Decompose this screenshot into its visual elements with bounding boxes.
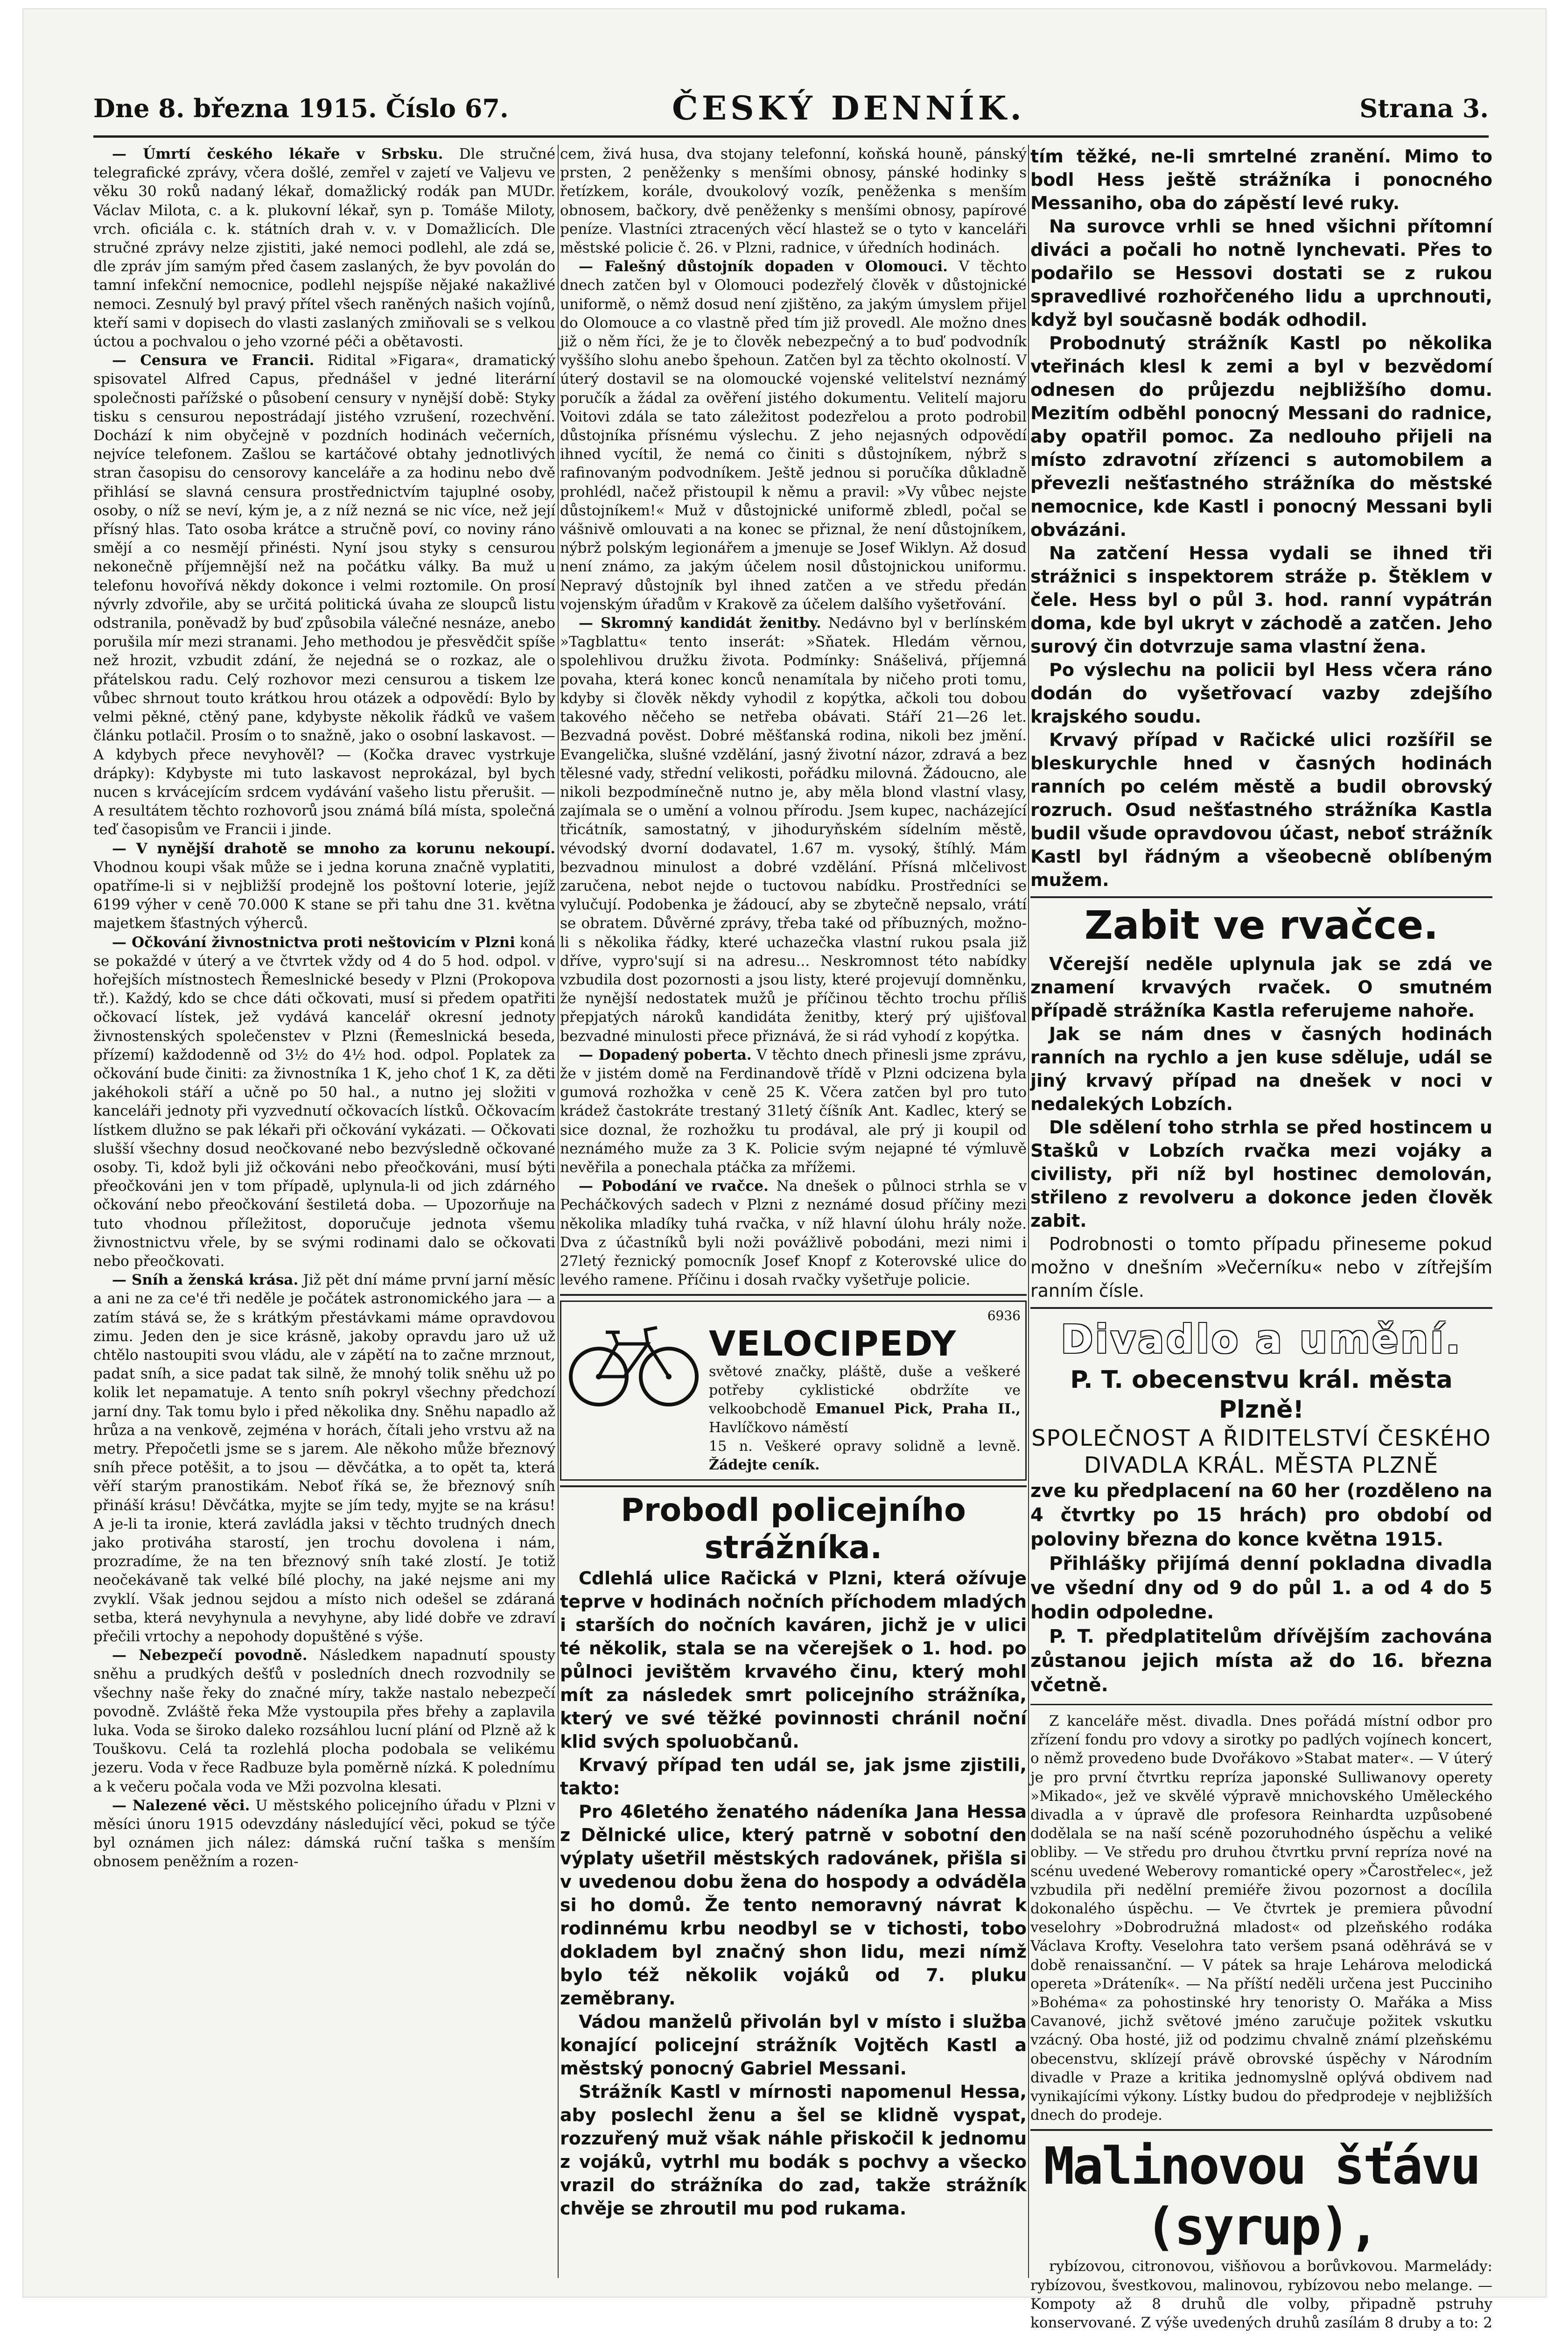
article-paragraph: — Nalezené věci. U městského policejního úřadu v Plzni v měsíci únoru 1915 odevzdány následující věci, pokud se týče byl oznámen jich nález: dámská ruční taška s menším obnosem peněžním a rozen- bbox=[93, 1797, 555, 1870]
article-paragraph: — Očkování živnostnictva proti neštovicím v Plzni koná se pokaždé v úterý a ve čtvrtek vždy od 4 do 5 hod. odpol. v hořejších místnostech Řemeslnické besedy v Plzni (Prokopova tř.). Každý, kdo se chce dáti očkovati, musí si předem opatřiti očkovací lístek, jež vydává kancelář okresní jednoty živnostenských společenstev v Plzni (Řemeslnická beseda, přízemí) každodenně od 3½ do 4½ hod. odpol. Poplatek za očkování bude činiti: za živnostníka 1 K, jeho choť 1 K, za děti jakéhokoli stáří a učně po 50 hal., a nutno jej složiti v kanceláři jednoty při vyzvednutí očkovacích lístků. Očkovacím lístkem dlužno se pak lékaři při očkování vykázati. — Očkovati slušší všechny dosud neočkované nebo bezvýsledně očkované osoby. Ti, kdož byli již očkováni nebo přeočkováni, musí býti přeočkováni jen v tom případě, uplynula-li od jich zdárného očkování nebo přeočkování šestiletá doba. — Upozorňuje na tuto vhodnou příležitost, doporučuje jednota všemu živnostnictvu vřele, by se svými rodinami dalo se očkovati nebo přeočkovati. bbox=[93, 934, 555, 1270]
article-paragraph: — Falešný důstojník dopaden v Olomouci. V těchto dnech zatčen byl v Olomouci podezřelý člověk v důstojnické uniformě, o němž dosud není zjištěno, za jakým úmyslem přijel do Olomouce a co vlastně před tím již provedl. Ale možno dnes již o něm říci, že je to člověk nebezpečný a to buď podvodník vyššího slohu anebo špehoun. Zatčen byl za těchto okolností. V úterý dostavil se na olomoucké vojenské velitelství neznámý poručík a žádal za ověření jistého dokumentu. Velitelí majoru Voitovi zdála se tato záležitost podezřelou a proto podrobil důstojníka přísnému výslechu. Z jeho nejasných odpovědí ihned vycítil, že nemá co činiti s důstojníkem, nýbrž s rafinovaným podvodníkem. Ještě jednou si poručíka důkladně prohlédl, načež přistoupil k němu a pravil: »Vy vůbec nejste důstojníkem!« Muž v důstojnické uniformě zbledl, počal se vášnivě omlouvati a na konec se přiznal, že není důstojníkem, nýbrž polským legionářem a jmenuje se Josef Wiklyn. Až dosud není známo, za jakým účelem nosil důstojnickou uniformu. Nepravý důstojník byl ihned zatčen a ve středu předán vojenským úřadům v Krakově za účelem dalšího vyšetřování. bbox=[560, 258, 1027, 613]
section-rule bbox=[560, 1485, 1027, 1487]
newspaper-title: ČESKÝ DENNÍK. bbox=[672, 89, 1025, 127]
bicycle-icon bbox=[566, 1307, 701, 1414]
section-title: Divadlo a umění. bbox=[1060, 1316, 1463, 1362]
article-paragraph: — V nynější drahotě se mnoho za korunu nekoupí. Vhodnou koupi však může se i jedna koruna značně vyplatiti, opatříme-li si v nejbližší prodejně los poštovní loterie, jejíž 6199 výher v ceně 70.000 K stane se při tahu dne 31. května majetkem šťastných výherců. bbox=[93, 840, 555, 932]
ad-number: 6936 bbox=[987, 1308, 1021, 1324]
syrup-ad-title: Malinovou šťávu (syrup), bbox=[1043, 2136, 1479, 2257]
newspaper-page bbox=[22, 8, 1547, 2332]
date-issue: Dne 8. března 1915. Číslo 67. bbox=[93, 93, 509, 123]
article-body: Včerejší neděle uplynula jak se zdá ve znamení krvavých rvaček. O smutném případě strážníka Kastla referujeme nahoře. Jak se nám dnes v časných hodinách ranních na rychlo a jen kuse sděluje, udál se jiný krvavý případ na dnešek v noci v nedalekých Lobzích. Dle sdělení toho strhla se před hostincem u Stašků v Lobzích rvačka mezi vojáky a civilisty, při níž byl hostinec demolován, střileno z revolveru a dokonce jeden člověk zabit. Podrobnosti o tomto případu přineseme pokud možno v dnešním »Večerníku« nebo v zítřejším ranním čísle. bbox=[1030, 954, 1492, 1301]
article-headline: Zabit ve rvačce. bbox=[1084, 902, 1439, 948]
theater-notice: P. T. obecenstvu král. města Plzně! bbox=[1070, 1366, 1453, 1424]
column-divider bbox=[1028, 145, 1029, 2278]
syrup-ad-text: rybízovou, citronovou, višňovou a borůvkovou. Marmelády: rybízovou, švestkovou, malinovou, rybízovou nebo melange. — Kompoty až 8 druhů dle volby, připadně pstruhy konservované. Z výše uvedených druhů zasílám 8 druby a to: 2 bbox=[1030, 2258, 1492, 2332]
theater-body: zve ku předplacení na 60 her (rozděleno na 4 čtvrtky po 15 hrách) pro období od poloviny března do konce května 1915. Přihlášky přijímá denní pokladna divadla ve všední dny od 9 do půl 1. a od 4 do 5 hodin odpoledne. P. T. předplatitelům dřívějším zachována zůstanou jejich místa až do 16. března včetně. bbox=[1030, 1480, 1492, 1696]
section-rule bbox=[1030, 896, 1492, 898]
article-body: Cdlehlá ulice Račická v Plzni, která ožívuje teprve v hodinách nočních příchodem mladých i starších do nočních kaváren, jichž je v ulici té několik, stala se na včerejšek o 1. hod. po půlnoci jevištěm krvavého činu, který mohl mít za následek smrt policejního strážníka, který ve své těžké povinnosti chránil noční klid svých spoluobčanů. Krvavý případ ten udál se, jak jsme zjistili, takto: Pro 46letého ženatého nádeníka Jana Hessa z Dělnické ulice, který patrně v sobotní den výplaty ušetřil městských radovánek, přišla si v uvedenou dobu žena do hospody a odváděla si ho domů. Že tento nemoravný návrat k rodinnému krbu neodbyl se v tichosti, tobo dokladem byl značný shon lidu, mezi nímž bylo též několik vojáků od 7. pluku zeměbrany. Vádou manželů přivolán byl v místo i služba konající policejní strážník Vojtěch Kastl a městský ponocný Gabriel Messani. Strážník Kastl v mírnosti napomenul Hessa, aby poslechl ženu a šel se klidně vyspat, rozzuřený muž však náhle přiskočil k jednomu z vojáků, vytrhl mu bodák s pochvy a všecko vrazil do strážníka do zad, takže strážník chvěje se zhroutil mu pod rukama. bbox=[560, 1568, 1027, 2219]
article-paragraph: — Nebezpečí povodně. Následkem napadnutí spousty sněhu a prudkých dešťů v posledních dnech rozvodnily se všechny naše řeky do značné míry, takže nastalo nebezpečí povodně. Zvláště řeka Mže vystoupila přes břehy a zaplavila luka. Voda se široko daleko rozsáhlou lucní plání od Plzně až k Touškovu. Celá ta rozlehlá plocha podobala se velikému jezeru. Voda v řece Radbuze byla poměrně nízká. K polednímu a k večeru počala voda ve Mži pozvolna klesati. bbox=[93, 1647, 555, 1795]
article-paragraph: — Dopadený poberta. V těchto dnech přinesli jsme zprávu, že v jistém domě na Ferdinandově třídě v Plzni odcizena byla gumová rozhožka v ceně 25 K. Včera zatčen byl pro tuto krádež častokráte trestaný 31letý číšník Ant. Kadlec, který se sice doznal, že rozhožku tu prodával, ale prý ji koupil od neznámého muže za 3 K. Policie svým nejapné té výmluvě nevěřila a ponechala ptáčka za mřížemi. bbox=[560, 1046, 1027, 1176]
section-rule bbox=[1030, 1704, 1492, 1705]
ad-title: VELOCIPEDY bbox=[709, 1324, 957, 1364]
section-rule bbox=[560, 1294, 1027, 1296]
column-divider bbox=[558, 145, 559, 2278]
section-rule bbox=[1030, 1307, 1492, 1309]
section-rule bbox=[1030, 2129, 1492, 2131]
theater-news: Z kanceláře měst. divadla. Dnes pořádá místní odbor pro zřízení fondu pro vdovy a sirotky po padlých vojínech koncert, o němž provedeno bude Dvořákovo »Stabat mater«. — V úterý je pro první čtvrtku repríza japonské Sulliwanovy operety »Mikado«, jež ve skvělé výpravě mnichovského Uměleckého divadla a v úpravě dle profesora Reinhardta uzpůsobené dodělala se na naší scéně pozoruhodného úspěchu a veliké obliby. — Ve středu pro druhou čtvrtku první repríza nové na scénu uvedené Weberovy romantické opery »Čarostřelec«, jež vzbudila při nedělní premiéře živou pozornost a docílila dokonalého úspěchu. — Ve čtvrtek je premiera původní veselohry »Dobrodružná mladost« od plzeňského rodáka Václava Krofty. Veselohra tato veršem psaná oděhrává se v době renaissanční. — V pátek sa hraje Lehárova melodická opereta »Dráteník«. — Na příští neděli určena jest Pucciniho »Bohéma« za pohostinské hry tenoristy O. Mařáka a Miss Cavanové, jichž světové jméno zaručuje požitek vskutku vzácný. Oba hosté, již od podzimu chvalně známí plzeňskému obecenstvu, sklízejí právě obrovské úspěchy v Národním divadle v Praze a kritika jednomyslně oplývá obdivem nad vynikajícími výkony. Lístky budou do předprodeje v nejbližších dnech do prodeje. bbox=[1030, 1713, 1492, 2124]
article-paragraph: — Sníh a ženská krása. Již pět dní máme první jarní měsíc a ani ne za ce'é tři neděle je počátek astronomického jara — a zatím stává se, že s krátkým přestávkami máme opravdovou zimu. Jeden den je sice krásně, jakoby opravdu jaro už už chtělo nastoupiti svou vládu, ale v zápětí na to začne mrznout, padat sníh, a sice padat tak silně, že mnohý tolik sněhu už po kolik let nepamatuje. A tento sníh pokryl všechny předchozí jarní dny. Tak tomu bylo i před několika dny. Sněhu napadlo až hrůza a na venkově, zejména v horách, čítali jeho vrstvu až na metry. Přepočetli jsme se s jarem. Ale někoho může březnový sníh přece potěšit, a to jsou — děvčátka, a to opět ta, která věří starým pranostikám. Neboť říká se, že březnový sníh přináší krásu! Děvčátka, myjte se jím tedy, myjte se na krásu! A je-li ta ironie, která zavládla jaksi v těchto trudných dnech jako protiváha starostí, jen trochu dovolena i nám, prozradíme, že na ten březnový sníh také zlostí. Je totiž neočekávaně tak velké bílé plochy, na jaké nejsme ani my zvyklí. Však jednou sejdou a místo nich odešel se zdáraná setba, která nevyhynula a nevyhyne, aby lidé dobře ve zdraví přečili vrtochy a nepohody dopuštěné s výše. bbox=[93, 1272, 555, 1645]
theater-company: SPOLEČNOST A ŘIDITELSTVÍ ČESKÉHO DIVADLA KRÁL. MĚSTA PLZNĚ bbox=[1031, 1425, 1491, 1478]
article-paragraph: — Skromný kandidát ženitby. Nedávno byl v berlínském »Tagblattu« tento inserát: »Sňatek. Hledám věrnou, spolehlivou družku života. Podmínky: Snášelivá, příjemná povaha, která konec konců nenamítala by ničeho proti tomu, kdyby si člověk někdy vyhodil z kopýtka, ačkoli tou dobou takového něčeho se netřeba obávati. Stáří 21—26 let. Bezvadná pověst. Dobré měšťanská rodina, nikoli bez jmění. Evangelička, slušné vzdělání, jasný životní názor, zdravá a bez tělesné vady, střední velikosti, pořádku milovná. Žádoucno, ale nikoli bezpodmínečně nutno je, aby měla blond vlastní vlasy, zajímala se o umění a volnou přírodu. Jsem kupec, nacházející třicátník, samostatný, v jihoduryňském sídelním městě, vévodský dvorní dodavatel, 1.67 m. vysoký, štíhlý. Mám bezvadnou minulost a dobré vzdělání. Přísná mlčelivost zaručena, nebot nejde o tuctovou nabídku. Prostředníci se vylučují. Podobenka je žádoucí, aby se zbytečně nepsalo, vrátí se obratem. Důvěrné zprávy, třeba také od příbuzných, možno-li s několika řádky, které uchazečka vlastní rukou psala již dříve, vypro'sují si na adresu... Neskromnost této nabídky vzbudila dost pozornosti a jsou listy, které projevují domněnku, že nynější nedostatek mužů je příčinou těchto trochu příliš přepjatých nároků kandidáta ženitby, který prý ujišťoval bezvadné minulosti přece přiznává, že si rád vyhodí z kopýtka. bbox=[560, 615, 1027, 1045]
article-continued: tím těžké, ne-li smrtelné zranění. Mimo to bodl Hess ještě strážníka i ponocného Messaniho, oba do zápěstí levé ruky. Na surovce vrhli se hned všichni přítomní diváci a počali ho notně lynchevati. Přes to podařilo se Hessovi dostati se z rukou spravedlivé rozhořčeného lidu a uprchnouti, když byl současně bodák odhodil. Probodnutý strážník Kastl po několika vteřinách klesl k zemi a byl v bezvědomí odnesen do průjezdu nejbližšího domu. Mezitím odběhl ponocný Messani do radnice, aby opatřil pomoc. Za nedlouho přijeli na místo zdravotní zřízenci s automobilem a převezli nešťastného strážníka do městské nemocnice, kde Kastl i ponocný Messani byli obvázáni. Na zatčení Hessa vydali se ihned tři strážnici s inspektorem stráže p. Štěklem v čele. Hess byl o půl 3. hod. ranní vypátrán doma, kde byl ukryt v záchodě a zatčen. Jeho surový čin dotvrzuje sama vlastní žena. Po výslechu na policii byl Hess včera ráno dodán do vyšetřovací vazby zdejšího krajského soudu. Krvavý případ v Račické ulici rozšířil se bleskurychle hned v časných hodinách ranních po celém městě a budil obrovský rozruch. Osud nešťastného strážníka Kastla budil všude opravdovou účast, neboť strážník Kastl byl řádným a všeobecně oblíbeným mužem. bbox=[1030, 146, 1492, 890]
article-paragraph: — Úmrtí českého lékaře v Srbsku. Dle stručné telegrafické zprávy, včera došlé, zemřel v zajetí ve Valjevu ve věku 30 roků nadaný lékař, domažlický rodák pan MUDr. Václav Milota, c. a k. plukovní lékař, syn p. Tomáše Miloty, vrch. oficiála c. k. státních drah v. v. v Domažlicích. Dle stručné zprávy nelze zjistiti, jaké nemoci podlehl, ale zdá se, dle zpráv jím samým před časem zaslaných, že byv povolán do tamní infekční nemocnice, podlehl nejspíše nějaké nakažlivé nemoci. Zesnulý byl pravý přítel všech raněných našich vojínů, kteří sami v dopisech do vlasti zaslaných zmiňovali se s velkou úctou a pochvalou o jeho vzorné péči a obětavosti. bbox=[93, 146, 555, 351]
header-rule bbox=[93, 135, 1489, 138]
article-headline: Probodl policejního strážníka. bbox=[621, 1492, 966, 1567]
article-paragraph: — Censura ve Francii. Ridital »Figara«, dramatický spisovatel Alfred Capus, přednášel v jedné literární společnosti pařížské o působení censury v nynější době: Styky tisku s censurou nepostrádají jistého vzrušení, rozechvění. Dochází k nim obyčejně v pozdních hodinách večerních, nejvíce telefonem. Zašlou se kartáčové obtahy jednotlivých stran časopisu do censorovy kanceláře a za hodinu nebo dvě přihlásí se slavná censura prostřednictvím tajuplné osoby, osoby, o níž se neví, kým je, a z níž nezná se nic více, než její přísný hlas. Tato osoba krátce a stručně poví, co noviny ráno smějí a co nesmějí přinésti. Nyní jsou styky s censurou nekonečně příjemnější než na počátku války. Ba muž u telefonu hovořívá někdy dokonce i velmi roztomile. On prosí nývrly zdvořile, aby se určitá politická úvaha ze sloupců listu odstranila, poněvadž by buď způsobila válečné nesnáze, anebo porušila mír mezi stranami. Jeho methodou je přesvědčit spíše než hrozit, vzbudit zdání, že nejedná se o rozkaz, ale o přátelskou radu. Celý rozhovor mezi censurou a tiskem lze vůbec shrnout touto krátkou hrou otázek a odpovědí: Bylo by velmi pěkné, ctěný pane, kdybyste několik řádků ve vašem článku potlačil. Prosím o to snažně, jako o osobní laskavost. — A kdybych přece nevyhověl? — (Kočka dravec vystrkuje drápky): Kdybyste mi tuto laskavost neprokázal, byl bych nucen s krvácejícím srdcem vydávání vašeho listu přerušit. — A resultátem těchto rozhovorů jsou známá bílá místa, společná teď časopisům ve Francii i jinde. bbox=[93, 352, 555, 838]
velocipede-ad bbox=[560, 1301, 1027, 1481]
article-paragraph: — Pobodání ve rvačce. Na dnešek o půlnoci strhla se v Pecháčkových sadech v Plzni z neznámé dosud příčiny mezi několika mladíky tuhá rvačka, v níž hlavní úlohu hrály nože. Dva z účastníků byli noži povážlivě pobodáni, mezi nimi i 27letý řeznický pomocník Josef Knopf z Koterovské ulice do levého ramene. Příčinu i dosah rvačky vyšetřuje policie. bbox=[560, 1178, 1027, 1289]
ad-text: světové značky, pláště, duše a veškeré potřeby cyklistické obdržíte ve velkoobchodě Emanuel Pick, Praha II., Havlíčkovo náměstí bbox=[709, 1364, 1021, 1436]
masthead bbox=[93, 89, 1489, 131]
column-2 bbox=[560, 145, 1027, 2273]
page-number: Strana 3. bbox=[1359, 93, 1489, 123]
article-paragraph: cem, živá husa, dva stojany telefonní, koňská houně, pánský prsten, 2 peněženky s menšími obnosy, pánské hodinky s řetízkem, korále, dvoukolový vozík, peněženka s menším obnosem, bačkory, dvě peněženky s menšími obnosy, papírové peníze. Vlastníci ztracených věcí hlastež se o tyto v kanceláři městské policie č. 26. v Plzni, radnice, v úředních hodinách. bbox=[560, 146, 1027, 257]
column-1 bbox=[93, 145, 555, 2273]
ad-footer: 15 n. Veškeré opravy solidně a levně. Žádejte ceník. bbox=[709, 1438, 1021, 1474]
column-3 bbox=[1030, 145, 1492, 2332]
